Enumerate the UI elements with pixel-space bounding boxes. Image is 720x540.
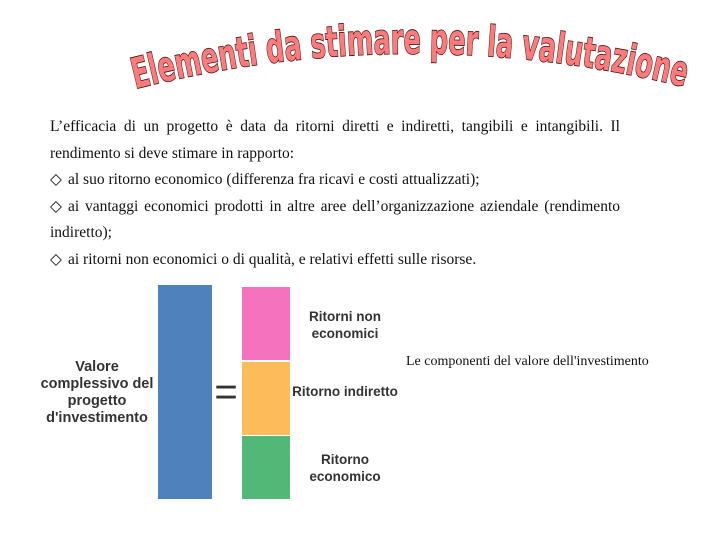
segment-non-economic	[242, 287, 290, 360]
segment-label-non-economic: Ritorni non economici	[309, 309, 381, 341]
diagram-caption: Le componenti del valore dell'investimento	[406, 354, 649, 369]
slide-title	[126, 14, 705, 99]
bullet-item	[50, 194, 620, 247]
diamond-bullet-icon: ◇	[50, 250, 62, 268]
segment-economic	[242, 436, 290, 499]
intro-paragraph: L’efficacia di un progetto è data da ritorni diretti e indiretti, tangibili e intangibili. Il rendimento si deve stimare in rapporto:	[50, 118, 620, 162]
segment-indirect	[242, 362, 290, 435]
bullet-text: ai ritorni non economici o di qualità, e relativi effetti sulle risorse.	[68, 250, 477, 268]
segment-label-economic: Ritorno economico	[309, 452, 381, 484]
slide-body	[50, 114, 620, 273]
diamond-bullet-icon: ◇	[50, 197, 62, 215]
diamond-bullet-icon: ◇	[50, 171, 62, 188]
bullet-text: ai vantaggi economici prodotti in altre aree dell’organizzazione aziendale (rendimento indiretto);	[50, 197, 620, 241]
bullet-item	[50, 247, 620, 274]
slide-title-graphic	[0, 0, 720, 110]
slide-title-area	[0, 0, 720, 110]
total-value-label: Valore complessivo del progetto d'investimento	[40, 359, 154, 426]
segment-label-indirect: Ritorno indiretto	[292, 384, 398, 399]
bullet-item	[50, 167, 620, 194]
bullet-text: al suo ritorno economico (differenza fra ricavi e costi attualizzati);	[68, 171, 480, 188]
slide-title-text: Elementi da stimare per la valutazione	[126, 14, 705, 99]
equals-sign: =	[214, 370, 238, 414]
total-value-bar	[158, 285, 212, 499]
